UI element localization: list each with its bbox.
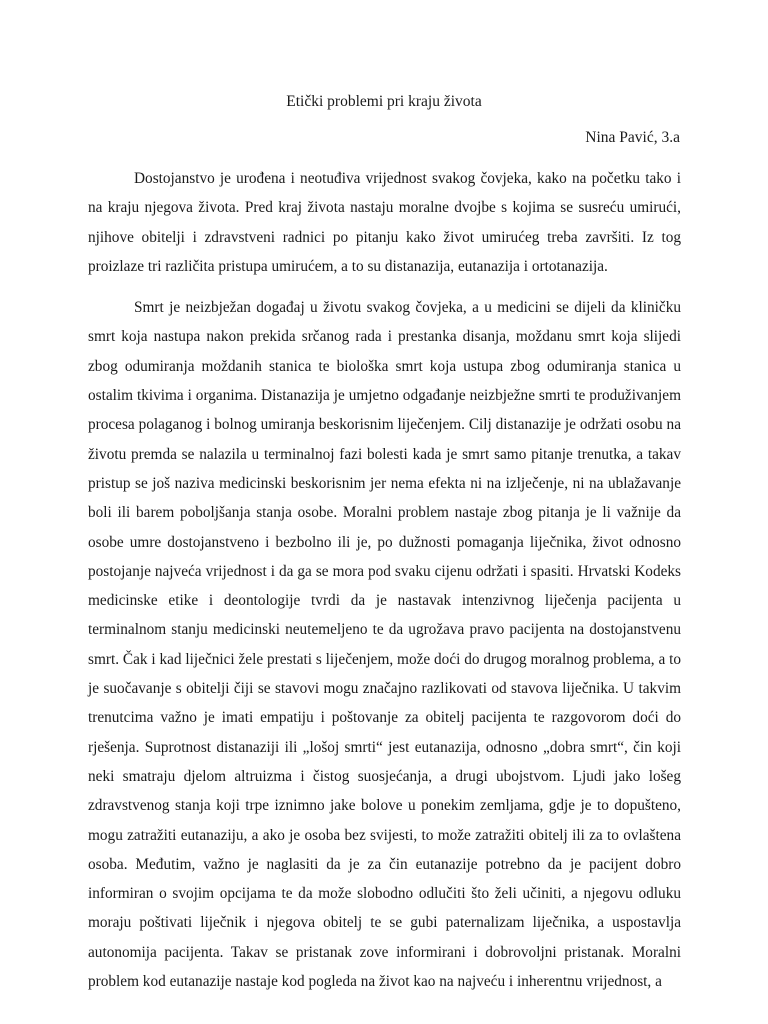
document-body: [88, 164, 681, 996]
author-line: Nina Pavić, 3.a: [585, 129, 680, 146]
paragraph-intro: Dostojanstvo je urođena i neotuđiva vrijednost svakog čovjeka, kako na početku tako i na kraju njegova života. Pred kraj života nastaju moralne dvojbe s kojima se susreću umirući, njihove obitelji i zdravstveni radnici po pitanju kako život umirućeg treba završiti. Iz tog proizlaze tri različita pristupa umirućem, a to su distanazija, eutanazija i ortotanazija.: [88, 170, 681, 275]
paragraph-main: Smrt je neizbježan događaj u životu svakog čovjeka, a u medicini se dijeli da kliničku smrt koja nastupa nakon prekida srčanog rada i prestanka disanja, moždanu smrt koja slijedi zbog odumiranja moždanih stanica te biološka smrt koja ustupa zbog odumiranja stanica u ostalim tkivima i organima. Distanazija je umjetno odgađanje neizbježne smrti te produživanjem procesa polaganog i bolnog umiranja beskorisnim liječenjem. Cilj distanazije je održati osobu na životu premda se nalazila u terminalnoj fazi bolesti kada je smrt samo pitanje trenutka, a takav pristup se još naziva medicinski beskorisnim jer nema efekta ni na izlječenje, ni na ublažavanje boli ili barem poboljšanja stanja osobe. Moralni problem nastaje zbog pitanja je li važnije da osobe umre dostojanstveno i bezbolno ili je, po dužnosti pomaganja liječnika, život odnosno postojanje najveća vrijednost i da ga se mora pod svaku cijenu održati i spasiti. Hrvatski Kodeks medicinske etike i deontologije tvrdi da je nastavak intenzivnog liječenja pacijenta u terminalnom stanju medicinski neutemeljeno te da ugrožava pravo pacijenta na dostojanstvenu smrt. Čak i kad liječnici žele prestati s liječenjem, može doći do drugog moralnog problema, a to je suočavanje s obitelji čiji se stavovi mogu značajno razlikovati od stavova liječnika. U takvim trenutcima važno je imati empatiju i poštovanje za obitelj pacijenta te razgovorom doći do rješenja. Suprotnost distanaziji ili „lošoj smrti“ jest eutanazija, odnosno „dobra smrt“, čin koji neki smatraju djelom altruizma i čistog suosjećanja, a drugi ubojstvom. Ljudi jako lošeg zdravstvenog stanja koji trpe iznimno jake bolove u ponekim zemljama, gdje je to dopušteno, mogu zatražiti eutanaziju, a ako je osoba bez svijesti, to može zatražiti obitelj ili za to ovlaštena osoba. Međutim, važno je naglasiti da je za čin eutanazije potrebno da je pacijent dobro informiran o svojim opcijama te da može slobodno odlučiti što želi učiniti, a njegovu odluku moraju poštivati liječnik i njegova obitelj te se gubi paternalizam liječnika, a uspostavlja autonomija pacijenta. Takav se pristanak zove informirani i dobrovoljni pristanak. Moralni problem kod eutanazije nastaje kod pogleda na život kao na najveću i inherentnu vrijednost, a: [88, 299, 681, 991]
document-title: Etički problemi pri kraju života: [286, 93, 482, 110]
